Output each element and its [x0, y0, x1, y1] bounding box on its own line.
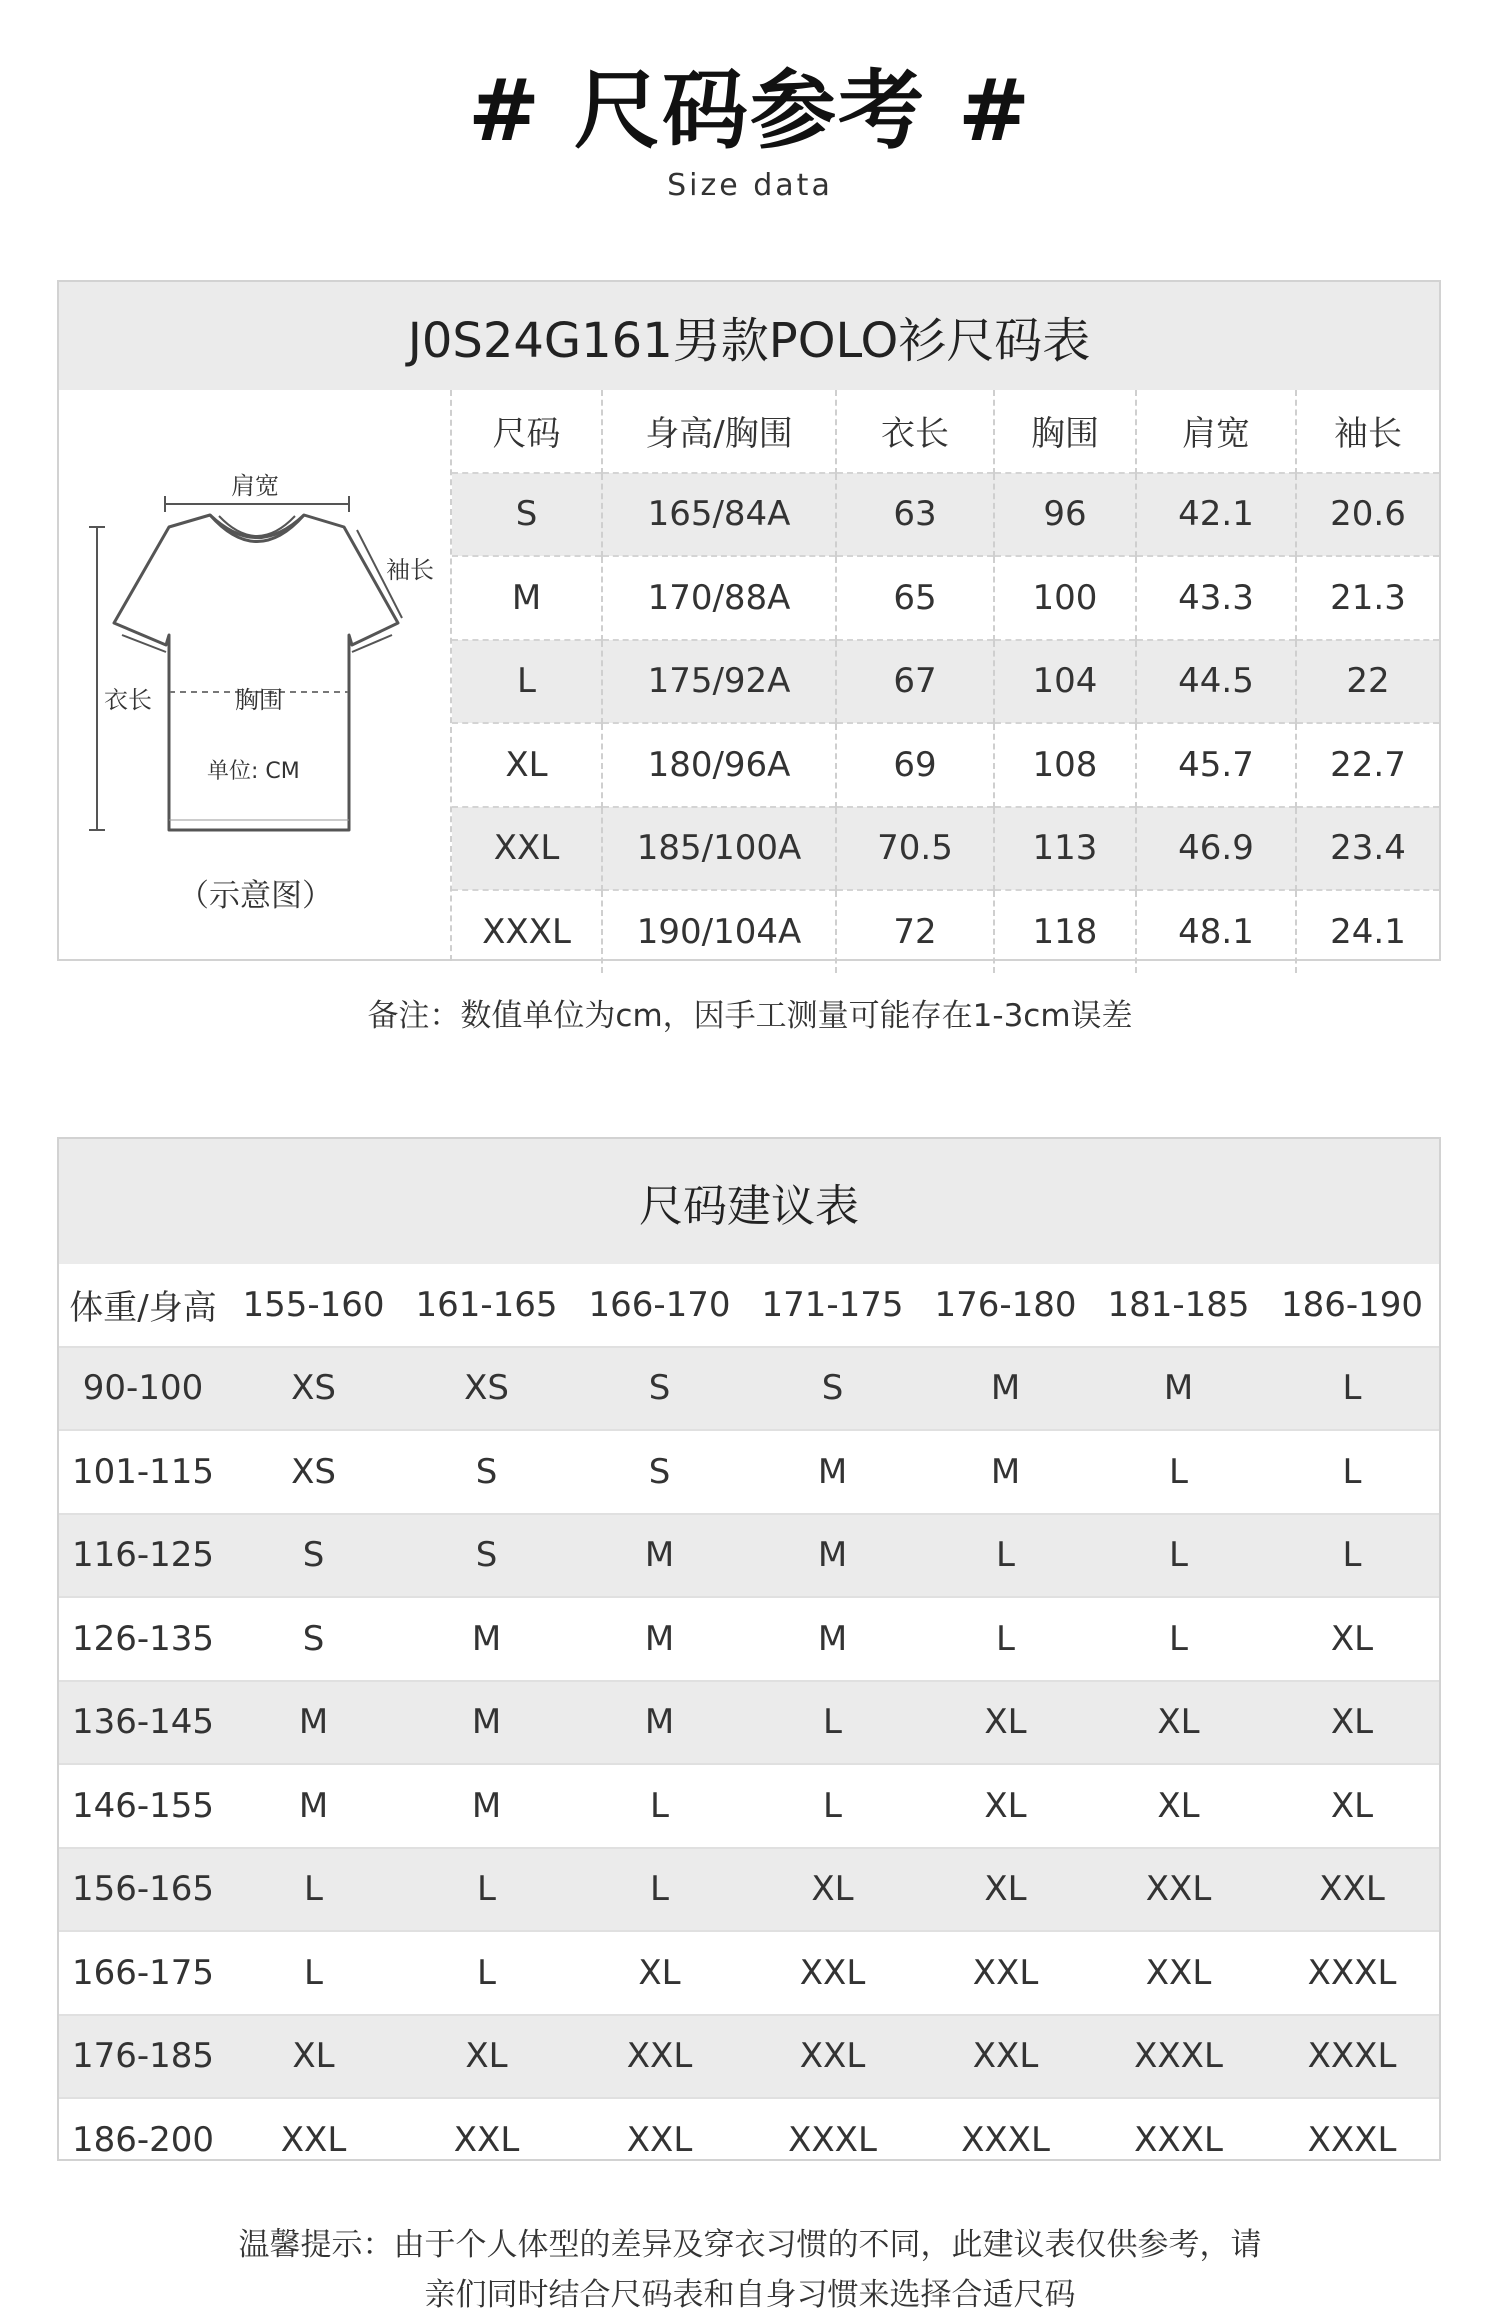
table-cell: 20.6: [1296, 473, 1439, 557]
size-cell: S: [746, 1347, 919, 1431]
table-cell: 185/100A: [602, 807, 836, 891]
column-header: 胸围: [994, 390, 1136, 473]
suggestion-table: [59, 1264, 1439, 2181]
size-cell: XXL: [919, 1931, 1092, 2015]
table-cell: XXL: [452, 807, 602, 891]
table-row: [59, 1514, 1439, 1598]
table-cell: XXXL: [452, 890, 602, 973]
size-cell: XXXL: [1092, 2015, 1265, 2099]
size-cell: M: [746, 1597, 919, 1681]
table-row: [452, 890, 1439, 973]
table-cell: S: [452, 473, 602, 557]
size-cell: XL: [1265, 1597, 1439, 1681]
size-cell: XXL: [400, 2098, 573, 2181]
column-header: 171-175: [761, 1284, 904, 1325]
table-cell: 46.9: [1136, 807, 1296, 891]
table-cell: 180/96A: [602, 723, 836, 807]
tshirt-diagram-icon: [59, 390, 452, 870]
size-cell: M: [573, 1597, 746, 1681]
size-cell: XL: [227, 2015, 400, 2099]
measurement-note: 备注：数值单位为cm，因手工测量可能存在1-3cm误差: [367, 998, 1133, 1034]
weight-range-cell: 146-155: [59, 1764, 227, 1848]
weight-range-cell: 116-125: [59, 1514, 227, 1598]
size-cell: XXL: [746, 1931, 919, 2015]
page-subtitle: Size data: [667, 168, 833, 203]
table-cell: 104: [994, 640, 1136, 724]
column-header: 身高/胸围: [602, 390, 836, 473]
column-header: 181-185: [1107, 1284, 1250, 1325]
table-row: [452, 807, 1439, 891]
table-row: [452, 723, 1439, 807]
size-cell: L: [227, 1848, 400, 1932]
size-cell: XL: [746, 1848, 919, 1932]
size-cell: L: [227, 1931, 400, 2015]
diagram-caption: （示意图）: [178, 878, 333, 914]
tip-text: [0, 2220, 1500, 2320]
table-cell: 190/104A: [602, 890, 836, 973]
column-header: 袖长: [1296, 390, 1439, 473]
weight-range-cell: 90-100: [59, 1347, 227, 1431]
size-cell: S: [400, 1514, 573, 1598]
column-header: 尺码: [492, 414, 561, 455]
size-cell: S: [573, 1347, 746, 1431]
size-cell: XL: [919, 1681, 1092, 1765]
table-cell: M: [452, 556, 602, 640]
column-header: 176-180: [934, 1284, 1077, 1325]
table-cell: 42.1: [1136, 473, 1296, 557]
column-header: 155-160: [242, 1284, 385, 1325]
size-chart-title: J0S24G161男款POLO衫尺码表: [59, 282, 1439, 390]
table-row: [452, 556, 1439, 640]
column-header: 166-170: [588, 1284, 731, 1325]
table-cell: 21.3: [1296, 556, 1439, 640]
table-row: [452, 473, 1439, 557]
table-cell: 23.4: [1296, 807, 1439, 891]
table-cell: 72: [836, 890, 994, 973]
size-cell: XXL: [919, 2015, 1092, 2099]
table-cell: 22: [1296, 640, 1439, 724]
table-cell: 108: [994, 723, 1136, 807]
table-row: [59, 1848, 1439, 1932]
table-row: [59, 1764, 1439, 1848]
size-cell: S: [400, 1430, 573, 1514]
size-cell: XL: [919, 1764, 1092, 1848]
table-cell: 63: [836, 473, 994, 557]
size-cell: S: [227, 1514, 400, 1598]
size-cell: L: [573, 1848, 746, 1932]
garment-diagram: [59, 390, 452, 961]
size-cell: XL: [919, 1848, 1092, 1932]
size-cell: XXXL: [746, 2098, 919, 2181]
size-cell: M: [400, 1681, 573, 1765]
size-cell: XXXL: [919, 2098, 1092, 2181]
table-row: [59, 1430, 1439, 1514]
column-header: 衣长: [836, 390, 994, 473]
column-header: 肩宽: [1136, 390, 1296, 473]
shoulder-label: 肩宽: [231, 472, 279, 500]
size-cell: L: [746, 1764, 919, 1848]
size-cell: XXL: [573, 2015, 746, 2099]
table-row: [59, 1347, 1439, 1431]
size-chart: [57, 280, 1441, 961]
size-cell: L: [1265, 1347, 1439, 1431]
weight-range-cell: 136-145: [59, 1681, 227, 1765]
page-title: # 尺码参考 #: [468, 61, 1032, 161]
size-cell: M: [746, 1430, 919, 1514]
size-cell: L: [400, 1931, 573, 2015]
size-cell: M: [227, 1681, 400, 1765]
length-label: 衣长: [104, 686, 152, 714]
table-cell: 175/92A: [602, 640, 836, 724]
size-cell: S: [227, 1597, 400, 1681]
table-cell: 70.5: [836, 807, 994, 891]
table-cell: XL: [452, 723, 602, 807]
size-cell: M: [400, 1764, 573, 1848]
column-header: 体重/身高: [69, 1288, 217, 1329]
weight-range-cell: 166-175: [59, 1931, 227, 2015]
table-cell: 44.5: [1136, 640, 1296, 724]
size-cell: L: [746, 1681, 919, 1765]
table-cell: 165/84A: [602, 473, 836, 557]
table-cell: 22.7: [1296, 723, 1439, 807]
table-cell: 69: [836, 723, 994, 807]
suggestion-chart: [57, 1137, 1441, 2161]
size-cell: XS: [400, 1347, 573, 1431]
column-header: 161-165: [415, 1284, 558, 1325]
suggestion-table-header: [59, 1264, 1439, 1347]
table-cell: 113: [994, 807, 1136, 891]
size-cell: XXXL: [1265, 2098, 1439, 2181]
weight-range-cell: 156-165: [59, 1848, 227, 1932]
table-row: [59, 1681, 1439, 1765]
table-row: [59, 2015, 1439, 2099]
weight-range-cell: 126-135: [59, 1597, 227, 1681]
size-cell: XL: [1265, 1764, 1439, 1848]
size-cell: L: [919, 1514, 1092, 1598]
size-cell: L: [573, 1764, 746, 1848]
size-cell: M: [400, 1597, 573, 1681]
size-cell: L: [1092, 1430, 1265, 1514]
size-cell: XXXL: [1265, 1931, 1439, 2015]
sleeve-label: 袖长: [386, 556, 434, 584]
size-cell: L: [1265, 1514, 1439, 1598]
size-cell: XL: [1265, 1681, 1439, 1765]
table-row: [59, 1931, 1439, 2015]
weight-range-cell: 186-200: [59, 2098, 227, 2181]
table-row: [452, 640, 1439, 724]
size-table: [452, 390, 1439, 973]
size-cell: XXL: [573, 2098, 746, 2181]
size-cell: M: [746, 1514, 919, 1598]
table-cell: 67: [836, 640, 994, 724]
size-cell: S: [573, 1430, 746, 1514]
table-cell: L: [452, 640, 602, 724]
size-cell: L: [1265, 1430, 1439, 1514]
size-cell: XL: [1092, 1681, 1265, 1765]
unit-label: 单位: CM: [207, 759, 300, 784]
size-cell: L: [1092, 1514, 1265, 1598]
size-cell: XXL: [1265, 1848, 1439, 1932]
size-cell: M: [227, 1764, 400, 1848]
size-cell: XXL: [746, 2015, 919, 2099]
table-row: [59, 2098, 1439, 2181]
size-cell: M: [919, 1430, 1092, 1514]
size-cell: M: [919, 1347, 1092, 1431]
chest-label: 胸围: [235, 686, 283, 714]
size-cell: XL: [1092, 1764, 1265, 1848]
size-cell: XXXL: [1265, 2015, 1439, 2099]
size-cell: M: [573, 1514, 746, 1598]
suggestion-chart-title: 尺码建议表: [59, 1139, 1439, 1264]
table-cell: 65: [836, 556, 994, 640]
tip-line-1: 温馨提示：由于个人体型的差异及穿衣习惯的不同，此建议表仅供参考，请: [238, 2227, 1262, 2263]
size-cell: XL: [573, 1931, 746, 2015]
size-cell: M: [1092, 1347, 1265, 1431]
size-cell: XXL: [1092, 1848, 1265, 1932]
table-cell: 118: [994, 890, 1136, 973]
table-row: [59, 1597, 1439, 1681]
size-cell: L: [1092, 1597, 1265, 1681]
table-cell: 100: [994, 556, 1136, 640]
size-cell: XXL: [1092, 1931, 1265, 2015]
table-cell: 48.1: [1136, 890, 1296, 973]
size-cell: XL: [400, 2015, 573, 2099]
table-cell: 170/88A: [602, 556, 836, 640]
size-cell: XXL: [227, 2098, 400, 2181]
size-cell: M: [573, 1681, 746, 1765]
table-cell: 43.3: [1136, 556, 1296, 640]
table-cell: 24.1: [1296, 890, 1439, 973]
table-cell: 96: [994, 473, 1136, 557]
size-cell: L: [919, 1597, 1092, 1681]
weight-range-cell: 176-185: [59, 2015, 227, 2099]
size-cell: XS: [227, 1347, 400, 1431]
tip-line-2: 亲们同时结合尺码表和自身习惯来选择合适尺码: [424, 2277, 1076, 2313]
size-cell: XS: [227, 1430, 400, 1514]
size-cell: L: [400, 1848, 573, 1932]
size-table-header: [452, 390, 1439, 473]
weight-range-cell: 101-115: [59, 1430, 227, 1514]
table-cell: 45.7: [1136, 723, 1296, 807]
size-cell: XXXL: [1092, 2098, 1265, 2181]
column-header: 186-190: [1280, 1284, 1424, 1325]
